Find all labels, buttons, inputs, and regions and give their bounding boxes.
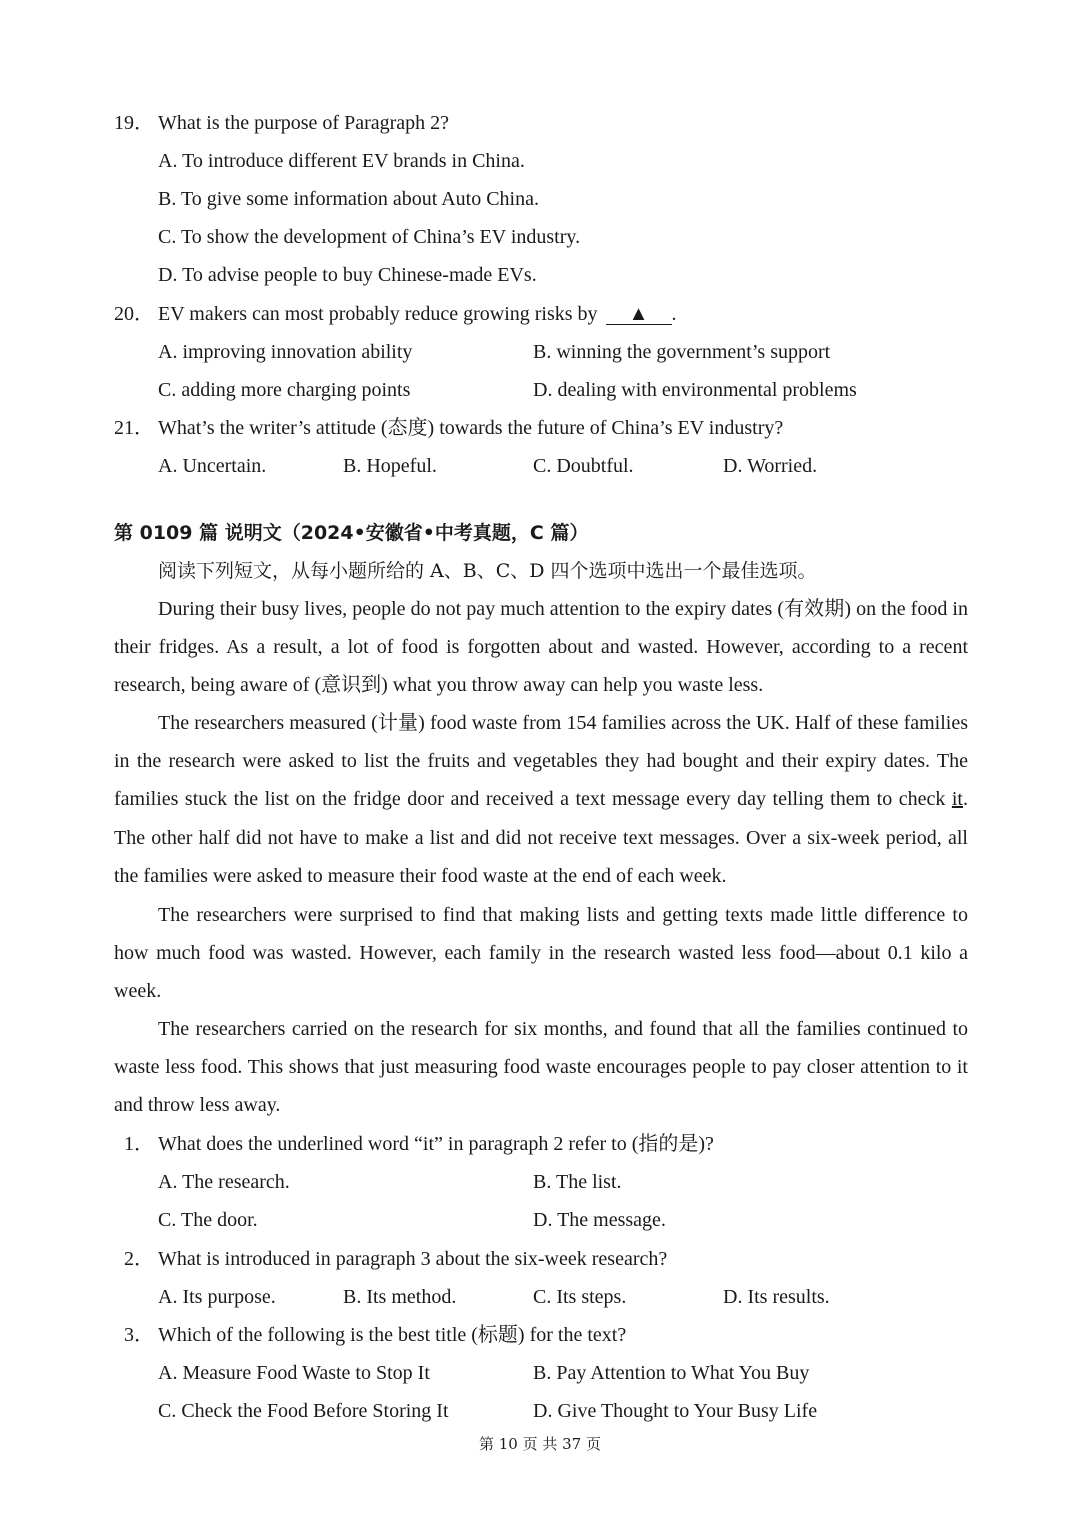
option-c: C. adding more charging points bbox=[158, 379, 411, 401]
question-3 bbox=[114, 1323, 626, 1347]
triangle-icon: ▲ bbox=[628, 303, 649, 325]
underlined-word: it bbox=[951, 788, 963, 811]
option-c: C. The door. bbox=[158, 1209, 258, 1231]
option-a: A. Uncertain. bbox=[158, 455, 267, 477]
question-stem: EV makers can most probably reduce growing risks by bbox=[158, 303, 598, 325]
answer-blank bbox=[606, 304, 672, 325]
stem-end: . bbox=[671, 303, 677, 325]
question-number: 20． bbox=[114, 303, 154, 325]
section-title: 第 0109 篇 说明文（2024•安徽省•中考真题，C 篇） bbox=[114, 522, 589, 544]
passage-paragraph-1: During their busy lives, people do not pay much attention to the expiry dates (有效期) on the food in their fridges. As a result, a lot of food is forgotten about and wasted. However, according to a recent research, being aware of (意识到) what you throw away can help you waste less. bbox=[114, 598, 968, 697]
question-number: 3． bbox=[124, 1324, 154, 1346]
option-c: C. Check the Food Before Storing It bbox=[158, 1400, 449, 1422]
option-d: D. dealing with environmental problems bbox=[533, 379, 857, 401]
passage-paragraph-2 bbox=[114, 704, 968, 895]
option-b: B. Pay Attention to What You Buy bbox=[533, 1362, 810, 1384]
question-number: 19． bbox=[114, 112, 154, 134]
option-a: A. The research. bbox=[158, 1171, 290, 1193]
section-instruction: 阅读下列短文，从每小题所给的 A、B、C、D 四个选项中选出一个最佳选项。 bbox=[158, 560, 817, 582]
option-c: C. Its steps. bbox=[533, 1286, 627, 1308]
passage-paragraph-4: The researchers carried on the research for six months, and found that all the families continued to waste less food. This shows that just measuring food waste encourages people to pay closer attention to it and throw less away. bbox=[114, 1018, 968, 1117]
paragraph-text: . The other half did not have to make a list and did not receive text messages. Over a six-week period, all the families were asked to measure their food waste at the end of each week. bbox=[114, 788, 968, 887]
option-d: D. Its results. bbox=[723, 1286, 830, 1308]
question-stem: Which of the following is the best title (标题) for the text? bbox=[158, 1324, 627, 1346]
question-2 bbox=[114, 1247, 667, 1271]
option-a: A. Its purpose. bbox=[158, 1286, 276, 1308]
option-b: B. To give some information about Auto China. bbox=[158, 188, 539, 210]
question-stem: What’s the writer’s attitude (态度) towards the future of China’s EV industry? bbox=[158, 417, 784, 439]
question-number: 1． bbox=[124, 1133, 154, 1155]
option-b: B. The list. bbox=[533, 1171, 622, 1193]
option-d: D. Worried. bbox=[723, 455, 818, 477]
option-a: A. improving innovation ability bbox=[158, 341, 413, 363]
question-1 bbox=[114, 1132, 714, 1156]
question-stem: What does the underlined word “it” in paragraph 2 refer to (指的是)? bbox=[158, 1133, 714, 1155]
question-number: 2． bbox=[124, 1248, 154, 1270]
option-c: C. Doubtful. bbox=[533, 455, 634, 477]
option-b: B. Its method. bbox=[343, 1286, 457, 1308]
question-19 bbox=[114, 111, 449, 135]
page-footer: 第 10 页 共 37 页 bbox=[478, 1435, 601, 1453]
option-a: A. To introduce different EV brands in China. bbox=[158, 150, 525, 172]
option-d: D. Give Thought to Your Busy Life bbox=[533, 1400, 818, 1422]
option-b: B. winning the government’s support bbox=[533, 341, 831, 363]
question-stem: What is the purpose of Paragraph 2? bbox=[158, 112, 450, 134]
question-stem: What is introduced in paragraph 3 about the six-week research? bbox=[158, 1248, 668, 1270]
passage-paragraph-3: The researchers were surprised to find that making lists and getting texts made little difference to how much food was wasted. However, each family in the research wasted less food—about 0.1 kilo a week. bbox=[114, 904, 968, 1003]
option-b: B. Hopeful. bbox=[343, 455, 437, 477]
option-d: D. To advise people to buy Chinese-made EVs. bbox=[158, 264, 537, 286]
option-d: D. The message. bbox=[533, 1209, 666, 1231]
option-a: A. Measure Food Waste to Stop It bbox=[158, 1362, 430, 1384]
option-c: C. To show the development of China’s EV industry. bbox=[158, 226, 581, 248]
question-number: 21． bbox=[114, 417, 154, 439]
question-20 bbox=[114, 302, 677, 326]
question-21 bbox=[114, 416, 783, 440]
paragraph-text: The researchers measured (计量) food waste from 154 families across the UK. Half of these families in the research were asked to list the fruits and vegetables they had bought and their expiry dates. The families stuck the list on the fridge door and received a text message every day telling them to check bbox=[114, 712, 968, 811]
